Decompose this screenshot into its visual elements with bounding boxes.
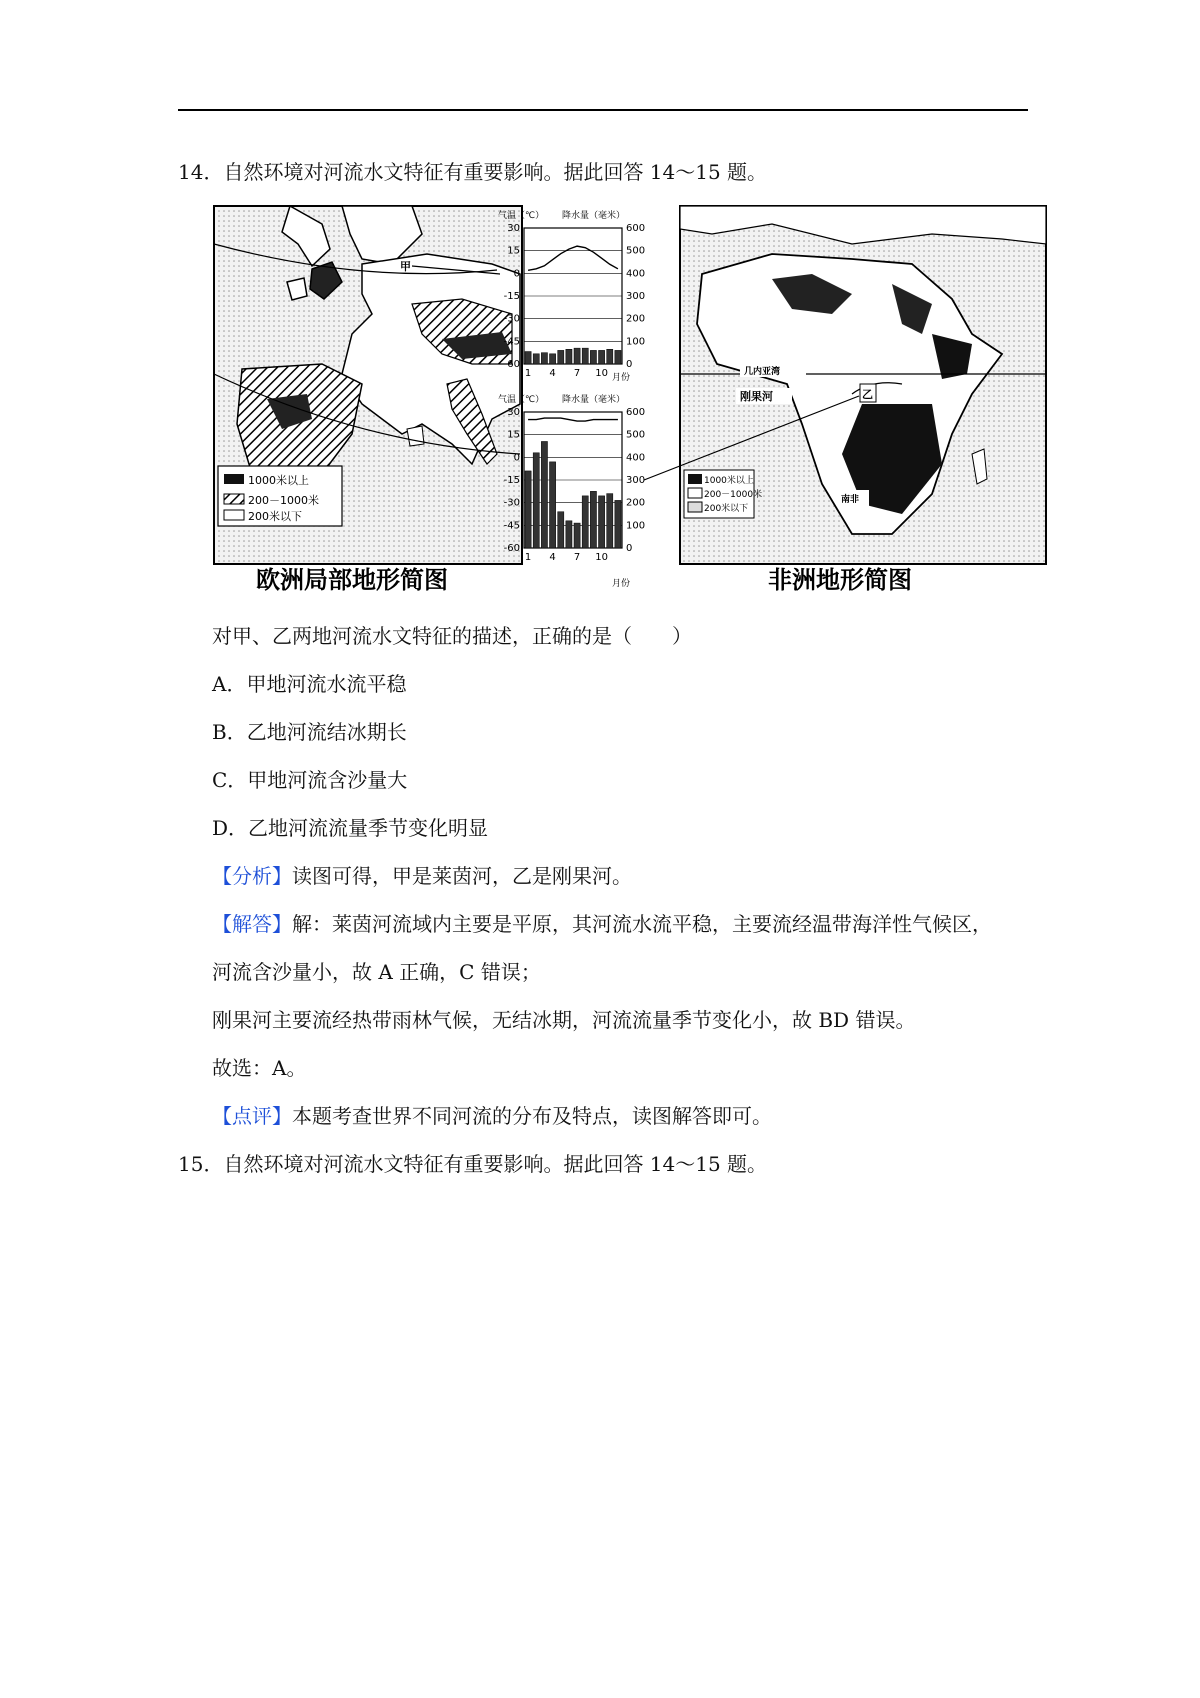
q14-answer-line-1 bbox=[212, 910, 992, 938]
temp-tick-label: -60 bbox=[503, 543, 520, 554]
comment-tag: 【点评】 bbox=[212, 1104, 292, 1128]
precip-bar bbox=[566, 349, 572, 364]
precip-tick-label: 200 bbox=[626, 497, 646, 509]
month-tick-label: 1 bbox=[524, 368, 532, 379]
chart-bottom-month-label: 月份 bbox=[612, 579, 631, 589]
q14-option-d: D．乙地河流流量季节变化明显 bbox=[212, 816, 489, 840]
precip-bar bbox=[607, 494, 613, 548]
precip-bar bbox=[550, 462, 556, 548]
label-nanfei: 南非 bbox=[841, 495, 860, 505]
answer-tag: 【解答】 bbox=[212, 912, 292, 936]
precip-bar bbox=[558, 350, 564, 364]
corsica-shape bbox=[407, 426, 424, 446]
chart-bottom-plot bbox=[504, 407, 645, 563]
africa-legend-low-swatch bbox=[688, 502, 702, 512]
africa-caption: 非洲地形简图 bbox=[768, 566, 912, 594]
month-tick-label: 4 bbox=[549, 552, 556, 563]
precip-tick-label: 300 bbox=[626, 291, 646, 302]
q14-stem: 14．自然环境对河流水文特征有重要影响。据此回答 14～15 题。 bbox=[178, 160, 768, 184]
precip-bar bbox=[533, 453, 539, 548]
analysis-tag: 【分析】 bbox=[212, 864, 292, 888]
label-congo: 刚果河 bbox=[740, 390, 773, 403]
temp-tick-label: -15 bbox=[503, 475, 520, 486]
precip-bar bbox=[590, 350, 596, 364]
month-tick-label: 10 bbox=[595, 552, 608, 563]
q15-stem: 15．自然环境对河流水文特征有重要影响。据此回答 14～15 题。 bbox=[178, 1152, 768, 1176]
precip-tick-label: 400 bbox=[626, 452, 646, 464]
temp-tick-label: 30 bbox=[507, 407, 520, 418]
analysis-text: 读图可得，甲是莱茵河，乙是刚果河。 bbox=[292, 864, 632, 888]
precip-bar bbox=[525, 352, 531, 364]
europe-legend-1: 1000米以上 bbox=[248, 474, 309, 487]
precip-bar bbox=[525, 471, 531, 548]
chart-top-temp-label: 气温（℃） bbox=[498, 211, 545, 221]
chart-top-plot bbox=[504, 223, 645, 379]
temp-tick-label: -45 bbox=[503, 520, 520, 532]
precip-tick-label: 500 bbox=[626, 429, 646, 441]
precip-bar bbox=[615, 500, 621, 548]
precip-bar bbox=[599, 496, 605, 548]
africa-legend-2: 200－1000米 bbox=[704, 490, 763, 500]
temp-tick-label: -15 bbox=[503, 291, 520, 302]
chart-bottom-precip-label: 降水量（毫米） bbox=[562, 395, 626, 405]
precip-bar bbox=[582, 496, 588, 548]
temp-tick-label: 0 bbox=[513, 268, 520, 280]
precip-bar bbox=[607, 349, 613, 364]
europe-caption: 欧洲局部地形简图 bbox=[256, 566, 448, 594]
precip-bar bbox=[599, 350, 605, 364]
precip-tick-label: 100 bbox=[626, 520, 646, 532]
temp-tick-label: 30 bbox=[507, 223, 520, 234]
label-yi: 乙 bbox=[862, 388, 873, 401]
month-tick-label: 7 bbox=[573, 552, 581, 563]
temp-tick-label: -30 bbox=[503, 313, 520, 325]
q14-option-c: C．甲地河流含沙量大 bbox=[212, 768, 408, 792]
legend-mid-swatch bbox=[224, 494, 244, 504]
precip-tick-label: 600 bbox=[626, 223, 646, 234]
month-tick-label: 7 bbox=[573, 368, 581, 379]
precip-bar bbox=[533, 354, 539, 364]
precip-bar bbox=[541, 441, 547, 548]
africa-legend-1: 1000米以上 bbox=[704, 476, 754, 486]
africa-legend-mid-swatch bbox=[688, 488, 702, 498]
comment-text: 本题考查世界不同河流的分布及特点，读图解答即可。 bbox=[292, 1104, 772, 1128]
europe-legend-3: 200米以下 bbox=[248, 510, 302, 523]
precip-bar bbox=[582, 348, 588, 364]
month-tick-label: 10 bbox=[595, 368, 608, 379]
europe-map bbox=[214, 206, 522, 594]
precip-bar bbox=[574, 523, 580, 548]
q14-answer-line-3: 刚果河主要流经热带雨林气候，无结冰期，河流流量季节变化小，故 BD 错误。 bbox=[212, 1008, 916, 1032]
month-tick-label: 1 bbox=[524, 552, 532, 563]
temp-tick-label: 15 bbox=[507, 429, 520, 441]
q14-answer-line-4: 故选：A。 bbox=[212, 1056, 307, 1080]
europe-legend-2: 200－1000米 bbox=[248, 494, 319, 507]
label-jia: 甲 bbox=[400, 260, 411, 273]
precip-bar bbox=[558, 512, 564, 548]
q14-option-a: A．甲地河流水流平稳 bbox=[212, 672, 407, 696]
precip-bar bbox=[566, 521, 572, 548]
temp-tick-label: -60 bbox=[503, 359, 520, 370]
precip-tick-label: 0 bbox=[626, 359, 633, 370]
precip-bar bbox=[574, 348, 580, 364]
temp-tick-label: -30 bbox=[503, 497, 520, 509]
temp-tick-label: -45 bbox=[503, 336, 520, 348]
precip-bar bbox=[550, 354, 556, 364]
chart-bottom-temp-label: 气温（℃） bbox=[498, 395, 545, 405]
precip-tick-label: 100 bbox=[626, 336, 646, 348]
precip-tick-label: 200 bbox=[626, 313, 646, 325]
africa-map bbox=[644, 206, 1046, 594]
label-gulf: 几内亚湾 bbox=[744, 367, 781, 377]
header-rule bbox=[178, 109, 1028, 111]
q14-option-b: B．乙地河流结冰期长 bbox=[212, 720, 407, 744]
month-tick-label: 4 bbox=[549, 368, 556, 379]
q14-answer-line-2: 河流含沙量小，故 A 正确，C 错误； bbox=[212, 960, 541, 984]
legend-high-swatch bbox=[224, 474, 244, 484]
precip-tick-label: 400 bbox=[626, 268, 646, 280]
precip-tick-label: 0 bbox=[626, 543, 633, 554]
temp-tick-label: 15 bbox=[507, 245, 520, 257]
chart-top-month-label: 月份 bbox=[612, 373, 631, 383]
answer-text-1: 解：莱茵河流域内主要是平原，其河流水流平稳，主要流经温带海洋性气候区， bbox=[292, 912, 992, 936]
q14-figure bbox=[212, 204, 1048, 596]
africa-legend-3: 200米以下 bbox=[704, 504, 749, 514]
africa-legend-high-swatch bbox=[688, 474, 702, 484]
legend-low-swatch bbox=[224, 510, 244, 520]
q14-analysis bbox=[212, 862, 632, 890]
precip-bar bbox=[541, 353, 547, 364]
precip-bar bbox=[615, 350, 621, 364]
q14-comment bbox=[212, 1102, 772, 1130]
precip-tick-label: 600 bbox=[626, 407, 646, 418]
precip-tick-label: 300 bbox=[626, 475, 646, 486]
chart-top-precip-label: 降水量（毫米） bbox=[562, 211, 626, 221]
precip-bar bbox=[590, 491, 596, 548]
temp-tick-label: 0 bbox=[513, 452, 520, 464]
q14-question: 对甲、乙两地河流水文特征的描述，正确的是（ ） bbox=[212, 624, 692, 648]
precip-tick-label: 500 bbox=[626, 245, 646, 257]
